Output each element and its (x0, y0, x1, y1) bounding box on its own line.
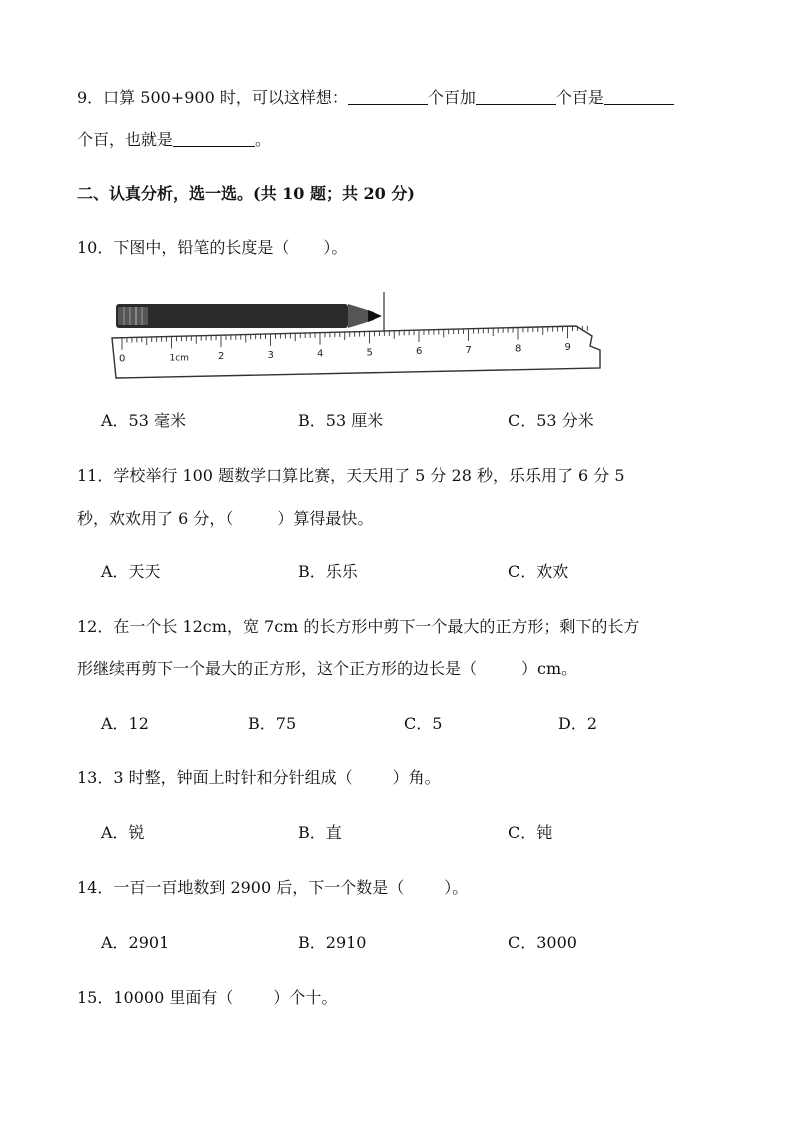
question-11-text: 秒，欢欢用了 6 分，（ (77, 509, 234, 528)
pencil-body (116, 304, 348, 328)
option-c[interactable]: C．5 (404, 714, 443, 733)
ruler-label: 4 (317, 348, 324, 360)
option-b[interactable]: B．乐乐 (298, 562, 358, 581)
option-a[interactable]: A．天天 (101, 562, 161, 581)
question-9-text: 个百，也就是 (77, 130, 174, 149)
option-a[interactable]: A．53 毫米 (101, 411, 187, 430)
question-14-text: ）。 (444, 878, 469, 897)
question-10-text: 10．下图中，铅笔的长度是（ (77, 238, 290, 257)
question-9-line-1 (77, 90, 674, 106)
question-9-text: 个百是 (555, 88, 604, 107)
question-12-text: ）cm。 (521, 659, 578, 678)
ruler-label: 2 (218, 351, 225, 363)
answer-blank[interactable] (173, 132, 255, 147)
pencil-tip (368, 310, 382, 322)
option-c[interactable]: C．钝 (508, 823, 553, 842)
answer-blank[interactable] (604, 90, 674, 105)
option-b[interactable]: B．2910 (298, 933, 367, 952)
question-13-stem (77, 770, 441, 786)
question-10-text: ）。 (323, 238, 348, 257)
option-b[interactable]: B．75 (248, 714, 297, 733)
question-9-text: 。 (255, 130, 272, 149)
question-9-text: 9．口算 500+900 时，可以这样想： (77, 88, 348, 107)
ruler-label: 9 (564, 342, 571, 354)
option-b[interactable]: B．直 (298, 823, 342, 842)
question-11-line-2 (77, 511, 373, 527)
question-15-text: ）个十。 (273, 988, 338, 1007)
ruler-label: 6 (416, 346, 423, 358)
ruler-label: 8 (515, 343, 522, 355)
question-13-text: ）角。 (392, 768, 441, 787)
question-9-line-2 (77, 132, 271, 148)
question-9-text: 个百加 (427, 88, 476, 107)
question-12-line-1: 12．在一个长 12cm，宽 7cm 的长方形中剪下一个最大的正方形；剩下的长方 (77, 617, 640, 636)
question-15-text: 15．10000 里面有（ (77, 988, 234, 1007)
question-13-text: 13．3 时整，钟面上时针和分针组成（ (77, 768, 353, 787)
pencil-eraser (118, 307, 148, 325)
option-c[interactable]: C．欢欢 (508, 562, 569, 581)
ruler-label: 3 (267, 349, 274, 361)
question-14-stem (77, 880, 468, 896)
ruler-label: 5 (366, 347, 373, 359)
option-c[interactable]: C．3000 (508, 933, 577, 952)
question-12-line-2 (77, 661, 577, 677)
question-11-line-1: 11．学校举行 100 题数学口算比赛，天天用了 5 分 28 秒，乐乐用了 6 分 5 (77, 466, 625, 485)
ruler-label: 7 (465, 344, 472, 356)
option-d[interactable]: D．2 (558, 714, 598, 733)
ruler-label: 1cm (169, 353, 189, 364)
option-a[interactable]: A．12 (101, 714, 149, 733)
option-c[interactable]: C．53 分米 (508, 411, 594, 430)
ruler-body (112, 326, 600, 378)
question-15-stem (77, 990, 337, 1006)
answer-blank[interactable] (348, 90, 428, 105)
ruler-label: 0 (119, 353, 126, 365)
option-b[interactable]: B．53 厘米 (298, 411, 384, 430)
question-14-text: 14．一百一百地数到 2900 后，下一个数是（ (77, 878, 405, 897)
pencil-ruler-figure (106, 290, 606, 382)
option-a[interactable]: A．锐 (101, 823, 145, 842)
section-2-heading: 二、认真分析，选一选。(共 10 题；共 20 分) (77, 184, 415, 203)
answer-blank[interactable] (476, 90, 556, 105)
question-10-stem (77, 240, 347, 256)
question-11-text: ）算得最快。 (277, 509, 374, 528)
option-a[interactable]: A．2901 (101, 933, 170, 952)
question-12-text: 形继续再剪下一个最大的正方形，这个正方形的边长是（ (77, 659, 478, 678)
